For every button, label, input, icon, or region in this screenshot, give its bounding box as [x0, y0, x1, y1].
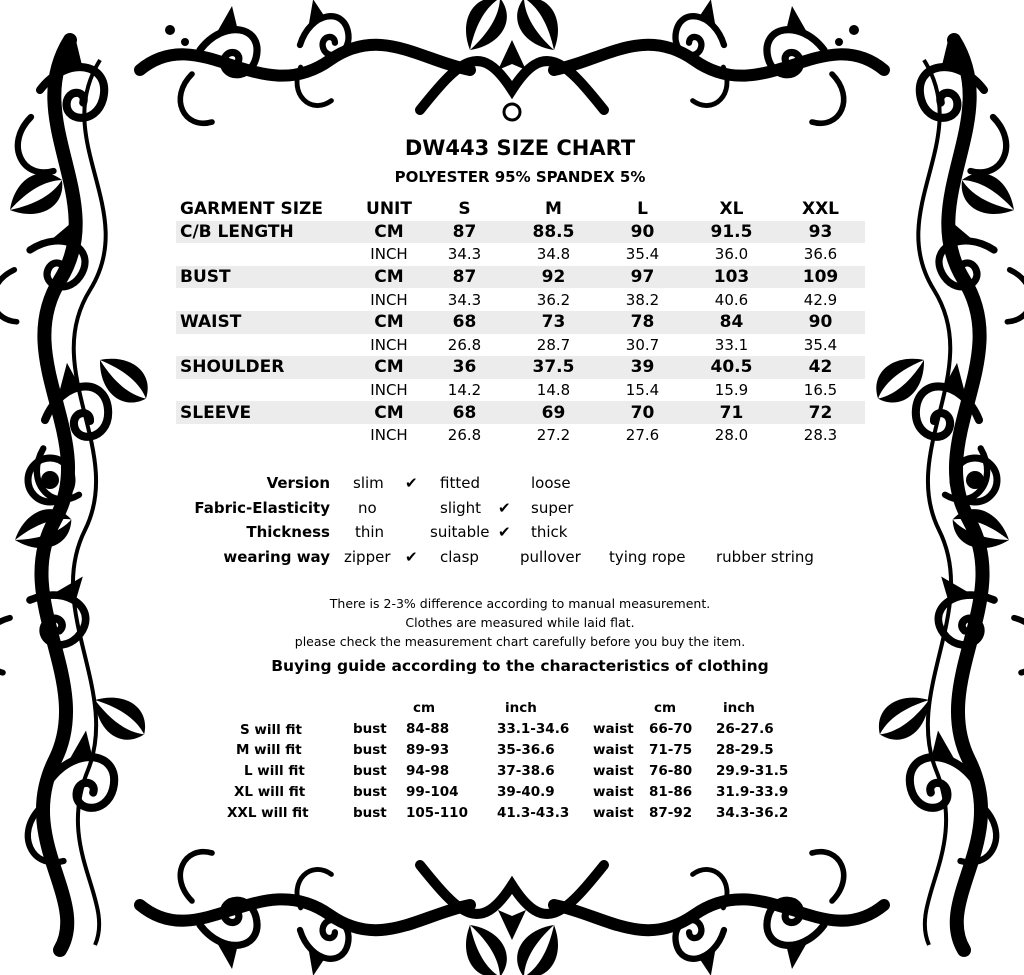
note-measurement-difference: There is 2-3% difference according to manual measurement. — [329, 596, 711, 611]
value-cell: 90 — [598, 221, 687, 244]
fit-label: M will fit — [236, 742, 302, 758]
thickness-label: Thickness — [246, 523, 330, 541]
unit-cell: INCH — [358, 424, 420, 447]
unit-cell: CM — [358, 401, 420, 424]
bottom-border-ornament — [140, 852, 884, 975]
elasticity-option-super: super — [531, 499, 574, 517]
header-size-s: S — [458, 199, 471, 220]
value-cell: 69 — [509, 401, 598, 424]
value-cell: 103 — [687, 266, 776, 289]
bust-cm-range: 99-104 — [406, 784, 459, 800]
wearing-way-label: wearing way — [223, 548, 330, 566]
measurement-name: WAIST — [176, 311, 358, 334]
table-row — [176, 379, 865, 402]
waist-cm-range: 81-86 — [649, 784, 693, 800]
wearing-option-clasp: clasp — [440, 548, 479, 566]
unit-cell: CM — [358, 221, 420, 244]
note-laid-flat: Clothes are measured while laid flat. — [405, 615, 635, 630]
value-cell: 40.5 — [687, 356, 776, 379]
value-cell: 34.3 — [420, 243, 509, 266]
bust-label: bust — [353, 805, 387, 821]
header-size-xl: XL — [719, 199, 744, 220]
wearing-option-rubber-string: rubber string — [716, 548, 814, 566]
waist-cm-header: cm — [654, 700, 677, 716]
value-cell: 14.8 — [509, 379, 598, 402]
fit-label: XXL will fit — [227, 805, 309, 821]
value-cell: 88.5 — [509, 221, 598, 244]
elasticity-label: Fabric-Elasticity — [194, 499, 330, 517]
bust-label: bust — [353, 763, 387, 779]
header-unit: UNIT — [366, 199, 412, 220]
fit-label: S will fit — [240, 722, 302, 738]
wearing-option-tying-rope: tying rope — [609, 548, 686, 566]
waist-cm-range: 71-75 — [649, 742, 693, 758]
value-cell: 109 — [776, 266, 865, 289]
waist-label: waist — [593, 721, 634, 737]
empty-cell — [176, 379, 358, 402]
value-cell: 42 — [776, 356, 865, 379]
thickness-option-thick: thick — [531, 523, 568, 541]
unit-cell: INCH — [358, 243, 420, 266]
bust-label: bust — [353, 721, 387, 737]
chart-title: DW443 SIZE CHART — [404, 136, 636, 160]
value-cell: 28.7 — [509, 334, 598, 357]
waist-inch-range: 34.3-36.2 — [716, 805, 789, 821]
header-size-m: M — [545, 199, 562, 220]
empty-cell — [176, 334, 358, 357]
value-cell: 68 — [420, 401, 509, 424]
fit-label: L will fit — [244, 763, 305, 779]
waist-inch-range: 28-29.5 — [716, 742, 774, 758]
waist-label: waist — [593, 763, 634, 779]
measurement-name: SHOULDER — [176, 356, 358, 379]
table-row — [176, 424, 865, 447]
buying-guide-title: Buying guide according to the characteristics of clothing — [271, 657, 769, 675]
value-cell: 72 — [776, 401, 865, 424]
value-cell: 38.2 — [598, 288, 687, 311]
version-option-loose: loose — [531, 474, 571, 492]
bust-inch-range: 33.1-34.6 — [497, 721, 570, 737]
table-row — [176, 356, 865, 379]
measurement-name: BUST — [176, 266, 358, 289]
value-cell: 91.5 — [687, 221, 776, 244]
waist-inch-range: 31.9-33.9 — [716, 784, 789, 800]
value-cell: 30.7 — [598, 334, 687, 357]
waist-inch-range: 26-27.6 — [716, 721, 774, 737]
waist-inch-range: 29.9-31.5 — [716, 763, 789, 779]
table-row — [176, 243, 865, 266]
check-icon: ✔ — [405, 474, 418, 492]
measurement-name: SLEEVE — [176, 401, 358, 424]
value-cell: 42.9 — [776, 288, 865, 311]
elasticity-option-slight: slight — [440, 499, 482, 517]
waist-cm-range: 76-80 — [649, 763, 693, 779]
value-cell: 34.3 — [420, 288, 509, 311]
check-icon: ✔ — [498, 499, 511, 517]
bust-inch-range: 37-38.6 — [497, 763, 555, 779]
value-cell: 93 — [776, 221, 865, 244]
value-cell: 71 — [687, 401, 776, 424]
size-table-header — [176, 198, 865, 221]
unit-cell: CM — [358, 311, 420, 334]
value-cell: 27.2 — [509, 424, 598, 447]
table-row — [176, 401, 865, 424]
table-row — [176, 221, 865, 244]
table-row — [176, 311, 865, 334]
waist-cm-range: 66-70 — [649, 721, 693, 737]
value-cell: 27.6 — [598, 424, 687, 447]
unit-cell: INCH — [358, 288, 420, 311]
waist-label: waist — [593, 805, 634, 821]
thickness-option-thin: thin — [355, 523, 385, 541]
check-icon: ✔ — [405, 548, 418, 566]
empty-cell — [176, 243, 358, 266]
value-cell: 35.4 — [598, 243, 687, 266]
value-cell: 26.8 — [420, 424, 509, 447]
header-size-xxl: XXL — [801, 199, 840, 220]
bust-cm-range: 105-110 — [406, 805, 468, 821]
value-cell: 70 — [598, 401, 687, 424]
waist-label: waist — [593, 784, 634, 800]
value-cell: 97 — [598, 266, 687, 289]
empty-cell — [176, 288, 358, 311]
measurement-name: C/B LENGTH — [176, 221, 358, 244]
value-cell: 36.2 — [509, 288, 598, 311]
value-cell: 36 — [420, 356, 509, 379]
value-cell: 14.2 — [420, 379, 509, 402]
value-cell: 15.4 — [598, 379, 687, 402]
thickness-option-suitable: suitable — [430, 523, 490, 541]
fabric-composition: POLYESTER 95% SPANDEX 5% — [394, 168, 646, 186]
value-cell: 68 — [420, 311, 509, 334]
check-icon: ✔ — [498, 523, 511, 541]
value-cell: 84 — [687, 311, 776, 334]
unit-cell: INCH — [358, 334, 420, 357]
wearing-option-pullover: pullover — [520, 548, 581, 566]
value-cell: 40.6 — [687, 288, 776, 311]
table-row — [176, 266, 865, 289]
value-cell: 78 — [598, 311, 687, 334]
value-cell: 87 — [420, 221, 509, 244]
value-cell: 36.6 — [776, 243, 865, 266]
value-cell: 73 — [509, 311, 598, 334]
bust-cm-header: cm — [413, 700, 436, 716]
bust-cm-range: 94-98 — [406, 763, 450, 779]
value-cell: 87 — [420, 266, 509, 289]
waist-label: waist — [593, 742, 634, 758]
size-table — [176, 198, 865, 447]
unit-cell: CM — [358, 266, 420, 289]
bust-inch-range: 39-40.9 — [497, 784, 555, 800]
bust-label: bust — [353, 784, 387, 800]
top-border-ornament — [140, 0, 884, 123]
empty-cell — [176, 424, 358, 447]
table-row — [176, 334, 865, 357]
value-cell: 36.0 — [687, 243, 776, 266]
bust-inch-range: 35-36.6 — [497, 742, 555, 758]
value-cell: 26.8 — [420, 334, 509, 357]
value-cell: 28.0 — [687, 424, 776, 447]
value-cell: 34.8 — [509, 243, 598, 266]
bust-cm-range: 89-93 — [406, 742, 450, 758]
value-cell: 15.9 — [687, 379, 776, 402]
table-row — [176, 288, 865, 311]
value-cell: 28.3 — [776, 424, 865, 447]
fit-label: XL will fit — [234, 784, 306, 800]
header-size-l: L — [637, 199, 648, 220]
waist-inch-header: inch — [723, 700, 755, 716]
version-option-fitted: fitted — [440, 474, 480, 492]
wearing-option-zipper: zipper — [344, 548, 391, 566]
value-cell: 92 — [509, 266, 598, 289]
value-cell: 39 — [598, 356, 687, 379]
value-cell: 35.4 — [776, 334, 865, 357]
value-cell: 33.1 — [687, 334, 776, 357]
unit-cell: CM — [358, 356, 420, 379]
note-check-chart: please check the measurement chart carefully before you buy the item. — [294, 634, 746, 649]
value-cell: 90 — [776, 311, 865, 334]
waist-cm-range: 87-92 — [649, 805, 693, 821]
bust-label: bust — [353, 742, 387, 758]
value-cell: 37.5 — [509, 356, 598, 379]
version-option-slim: slim — [353, 474, 384, 492]
version-label: Version — [266, 474, 330, 492]
value-cell: 16.5 — [776, 379, 865, 402]
elasticity-option-no: no — [358, 499, 377, 517]
header-garment-size: GARMENT SIZE — [180, 199, 323, 220]
unit-cell: INCH — [358, 379, 420, 402]
bust-inch-header: inch — [505, 700, 537, 716]
bust-inch-range: 41.3-43.3 — [497, 805, 570, 821]
bust-cm-range: 84-88 — [406, 721, 450, 737]
